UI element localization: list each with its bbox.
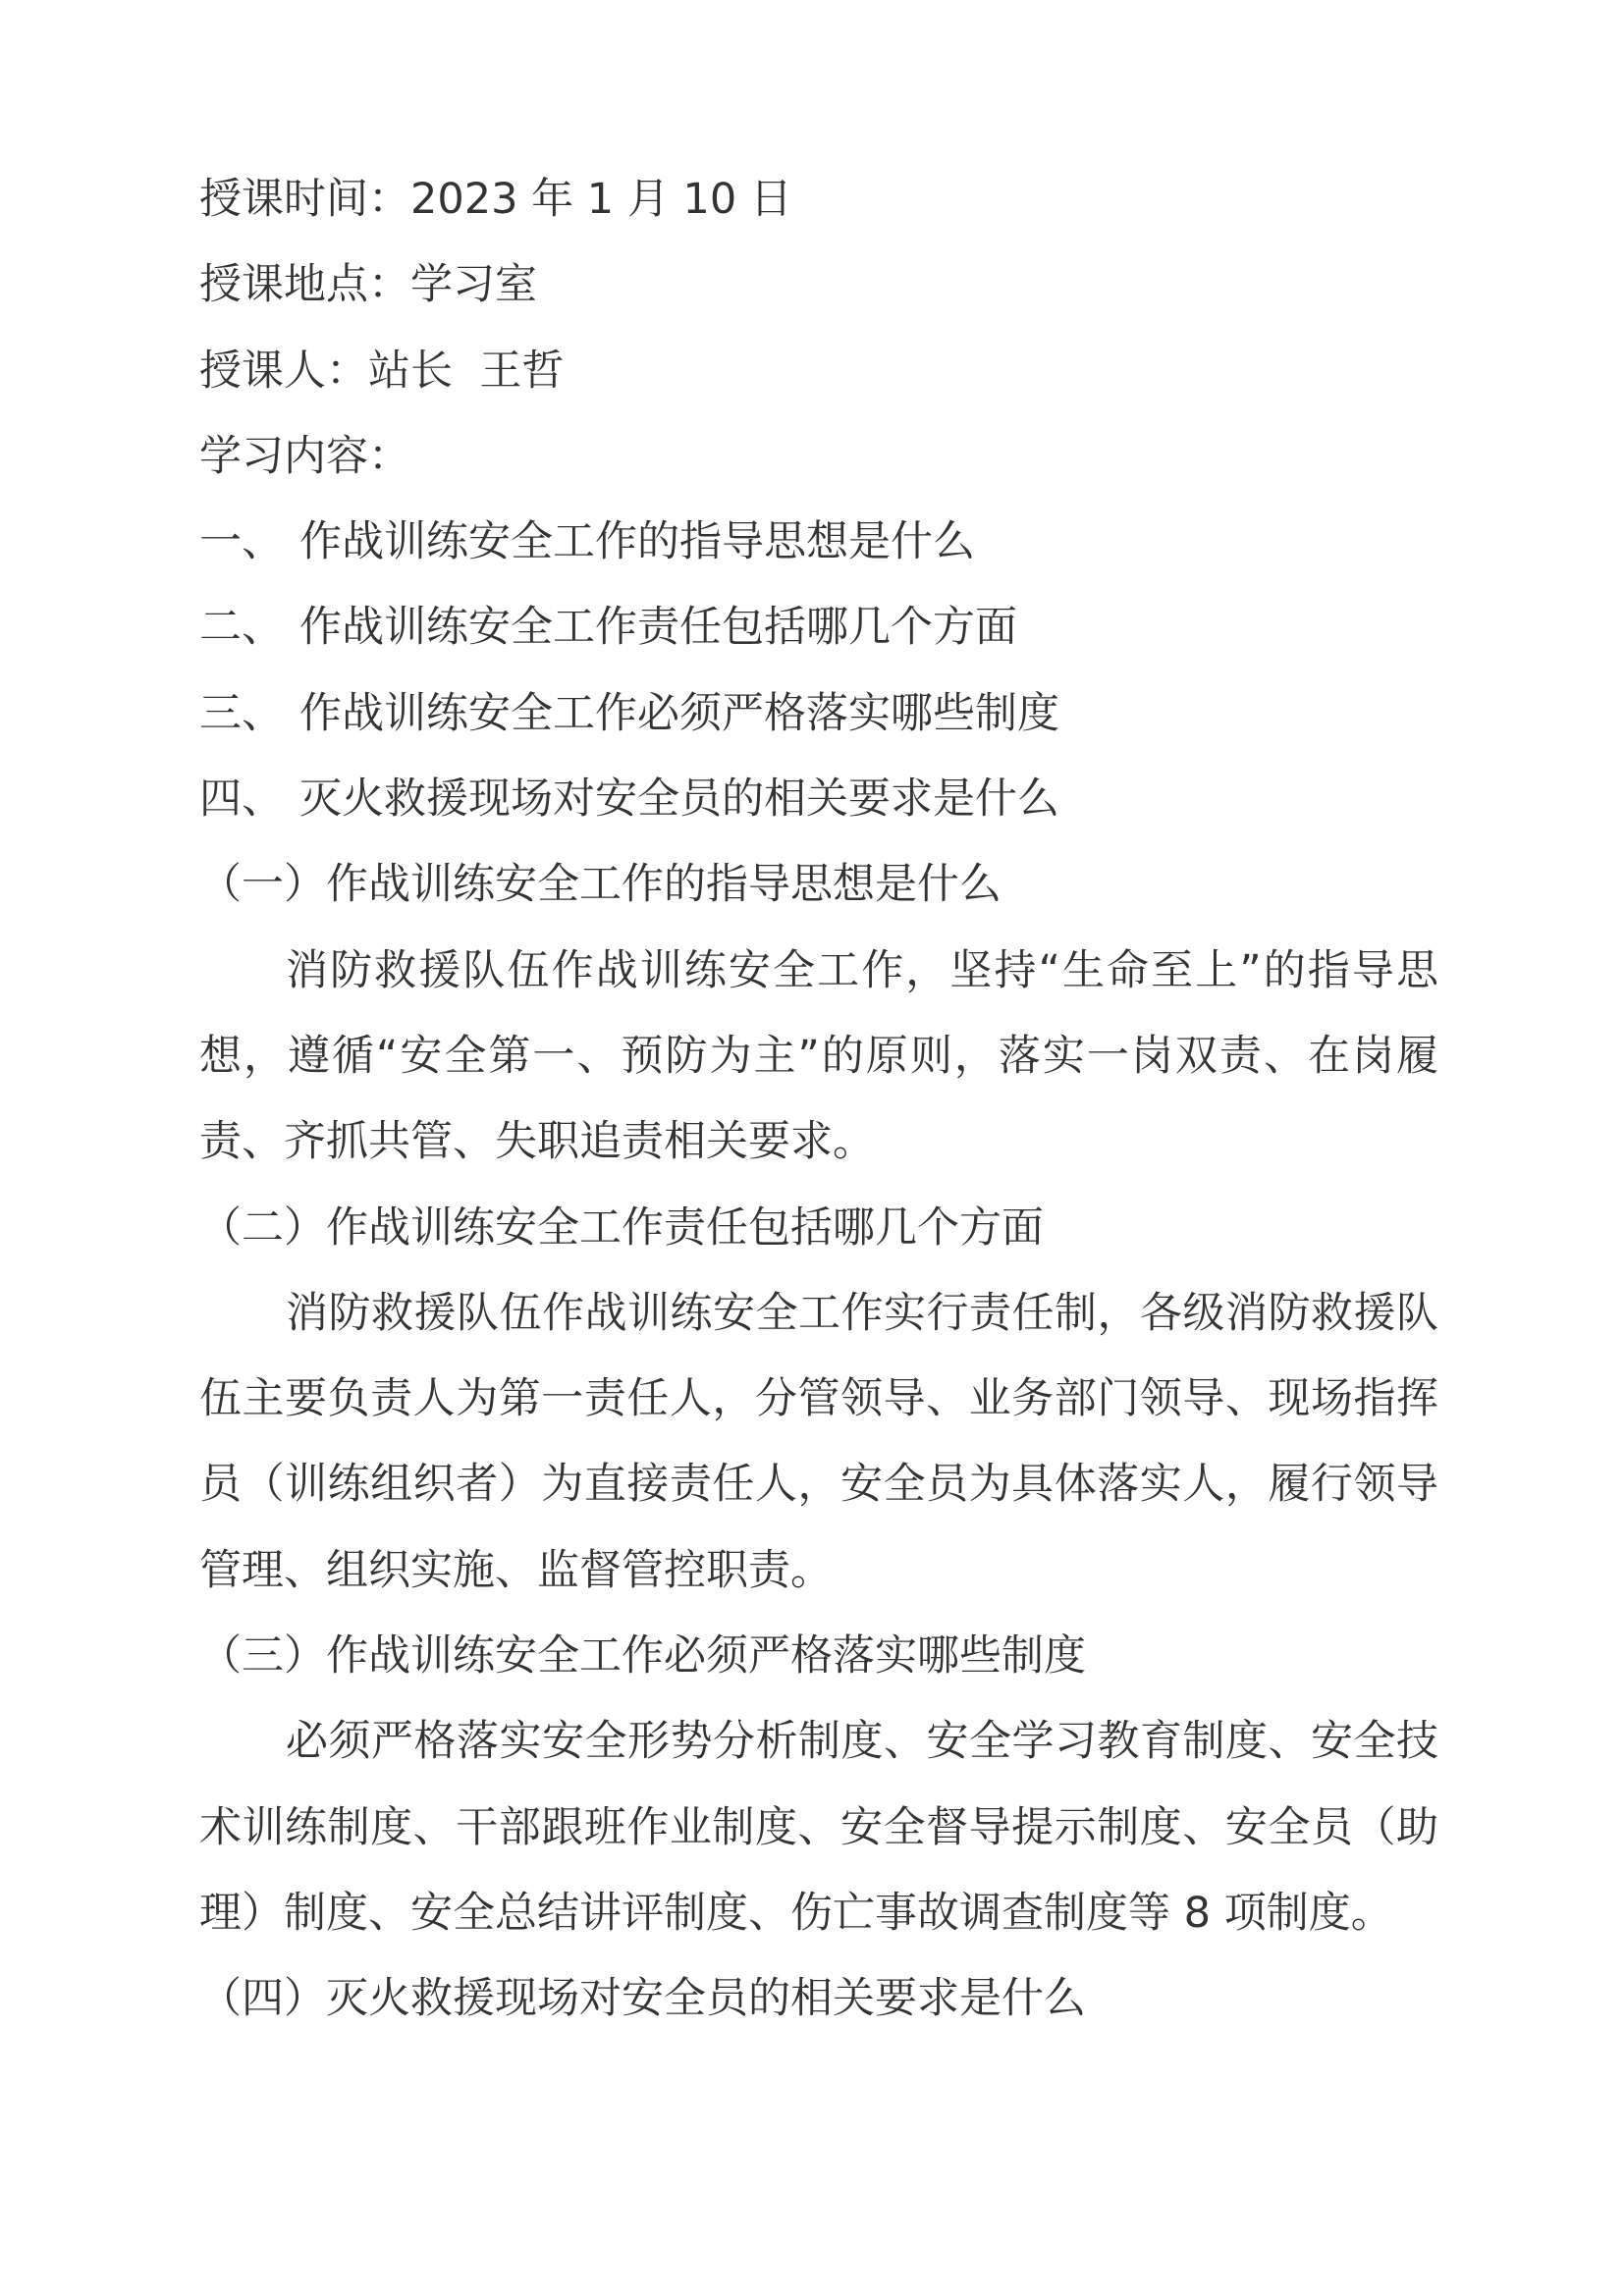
outline-number: 三、 <box>199 688 284 738</box>
outline-number: 二、 <box>199 603 284 653</box>
outline-item <box>199 671 1438 757</box>
outline-text: 作战训练安全工作责任包括哪几个方面 <box>299 603 1017 653</box>
lecturer <box>199 329 1438 414</box>
outline-list <box>199 500 1438 842</box>
outline-text: 作战训练安全工作必须严格落实哪些制度 <box>299 688 1059 738</box>
content-label: 学习内容： <box>199 431 410 481</box>
section-body: 消防救援队伍作战训练安全工作实行责任制，各级消防救援队伍主要负责人为第一责任人，分管领导、业务部门领导、现场指挥员（训练组织者）为直接责任人，安全员为具体落实人，履行领导管理、组织实施、监督管控职责。 <box>199 1288 1438 1595</box>
outline-item <box>199 585 1438 670</box>
outline-item <box>199 757 1438 842</box>
outline-text: 作战训练安全工作的指导思想是什么 <box>299 517 975 567</box>
time-label: 授课时间： <box>199 175 410 224</box>
section-body: 消防救援队伍作战训练安全工作，坚持“生命至上”的指导思想，遵循“安全第一、预防为主”的原则，落实一岗双责、在岗履责、齐抓共管、失职追责相关要求。 <box>199 945 1438 1167</box>
place-label: 授课地点： <box>199 260 410 310</box>
section-body: 必须严格落实安全形势分析制度、安全学习教育制度、安全技术训练制度、干部跟班作业制度、安全督导提示制度、安全员（助理）制度、安全总结讲评制度、伤亡事故调查制度等 8 项制度。 <box>199 1717 1438 1938</box>
lecturer-value: 站长 王哲 <box>368 346 565 396</box>
outline-text: 灭火救援现场对安全员的相关要求是什么 <box>299 774 1059 825</box>
lecture-place <box>199 242 1438 328</box>
section-2 <box>199 1186 1438 1614</box>
section-3 <box>199 1614 1438 1956</box>
place-value: 学习室 <box>410 260 537 310</box>
lecturer-label: 授课人： <box>199 346 368 396</box>
section-4 <box>199 1956 1438 2042</box>
outline-item <box>199 500 1438 585</box>
outline-number: 四、 <box>199 774 284 825</box>
section-heading: （二）作战训练安全工作责任包括哪几个方面 <box>199 1202 1044 1253</box>
document-page <box>199 157 1438 2043</box>
lecture-time <box>199 157 1438 242</box>
section-heading: （三）作战训练安全工作必须严格落实哪些制度 <box>199 1631 1086 1682</box>
outline-number: 一、 <box>199 517 284 567</box>
section-1 <box>199 842 1438 1185</box>
section-heading: （一）作战训练安全工作的指导思想是什么 <box>199 860 1001 910</box>
time-value: 2023 年 1 月 10 日 <box>410 175 792 224</box>
section-heading: （四）灭火救援现场对安全员的相关要求是什么 <box>199 1974 1086 2024</box>
